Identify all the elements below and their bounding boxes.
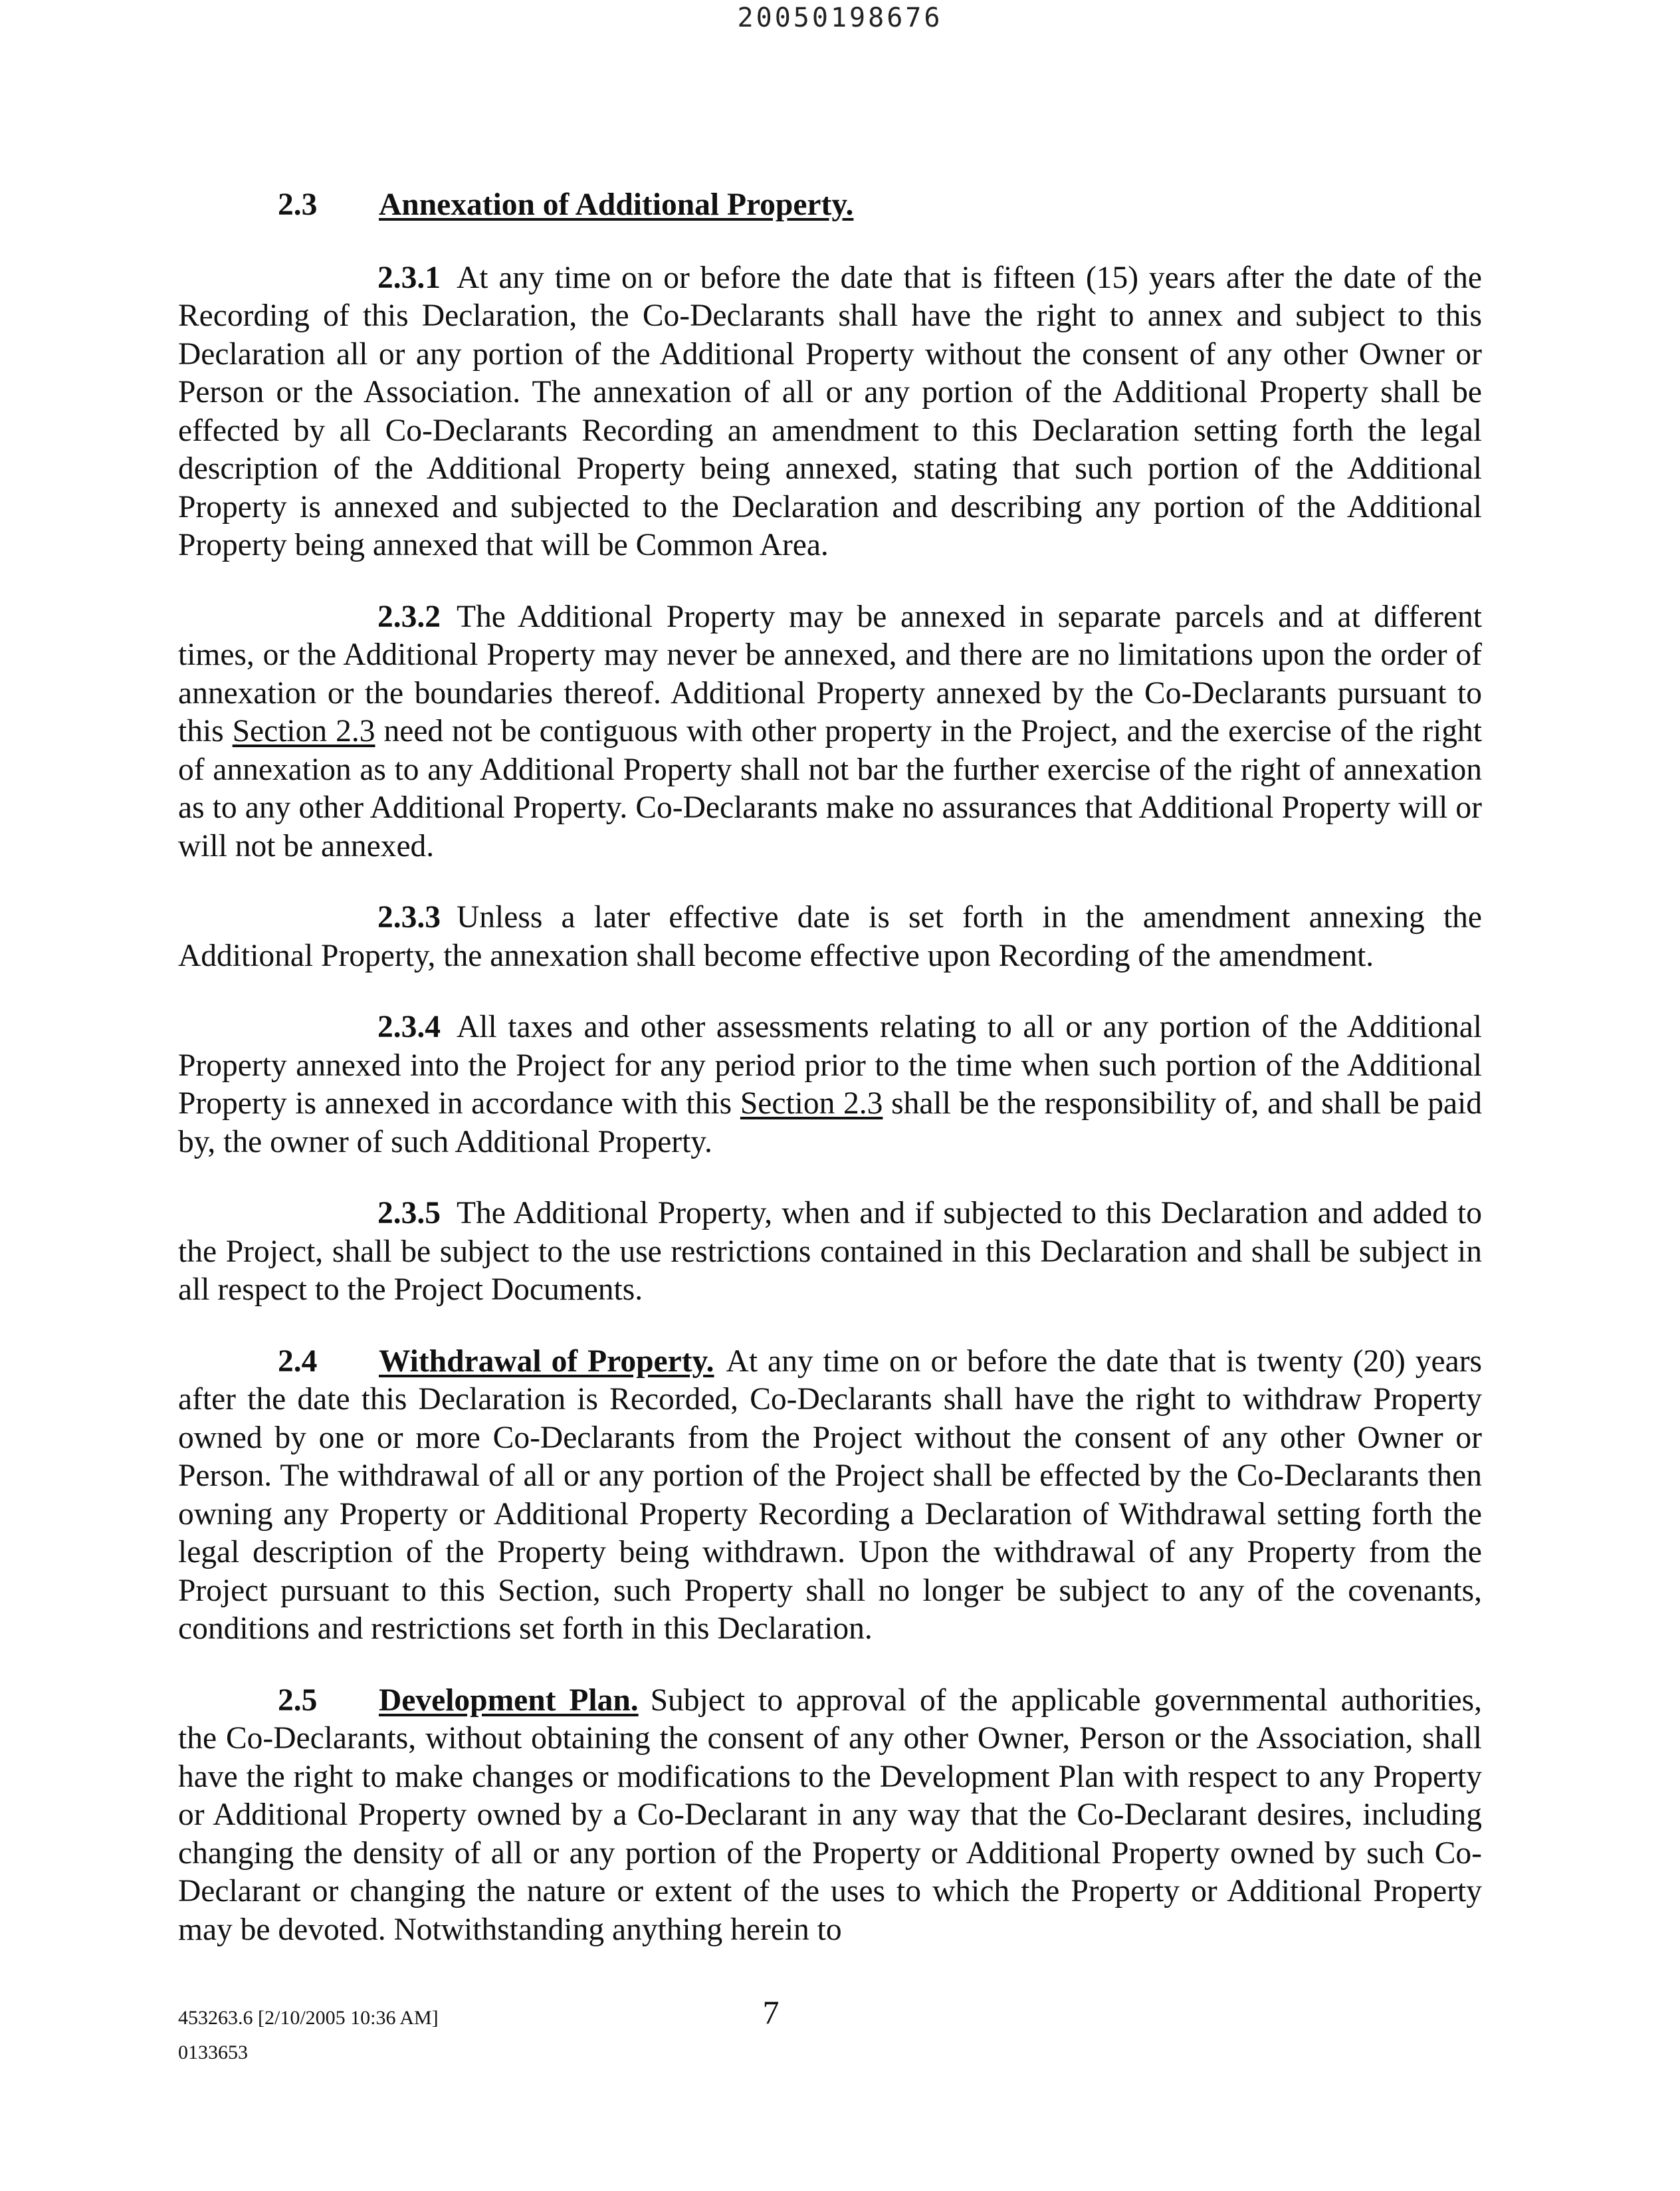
paragraph-number: 2.3.2 <box>377 599 441 634</box>
section-text: Subject to approval of the applicable governmental authorities, the Co-Declarants, without obtaining the consent of any other Owner, Person or the Association, shall have the right to make changes or modifications to the Development Plan with respect to any Property or Additional Property owned by a Co-Declarant in any way that the Co-Declarant desires, including changing the density of all or any portion of the Property or Additional Property owned by such Co-Declarant or changing the nature or extent of the uses to which the Property or Additional Property may be devoted. Notwithstanding anything herein to <box>178 1682 1482 1947</box>
document-number: 20050198676 <box>737 3 943 33</box>
section-reference: Section 2.3 <box>232 714 375 749</box>
paragraph-2-3-5 <box>178 1195 1482 1310</box>
paragraph-2-3-1 <box>178 259 1482 565</box>
paragraph-2-3-4 <box>178 1008 1482 1161</box>
section-reference: Section 2.3 <box>740 1086 883 1121</box>
section-2-5 <box>178 1682 1482 1950</box>
section-title: Annexation of Additional Property. <box>379 187 854 222</box>
paragraph-text: At any time on or before the date that is fifteen (15) years after the date of the Recording of this Declaration, the Co-Declarants shall have the right to annex and subject to this Declaration all or any portion of the Additional Property without the consent of any other Owner or Person or the Association. The annexation of all or any portion of the Additional Property shall be effected by all Co-Declarants Recording an amendment to this Declaration setting forth the legal description of the Additional Property being annexed, stating that such portion of the Additional Property is annexed and subjected to the Declaration and describing any portion of the Additional Property being annexed that will be Common Area. <box>178 260 1482 562</box>
document-body <box>178 186 1482 1982</box>
section-number: 2.3 <box>278 187 318 222</box>
paragraph-2-3-3 <box>178 899 1482 975</box>
paragraph-text-continued: need not be contiguous with other property in the Project, and the exercise of the right of annexation as to any Additional Property shall not bar the further exercise of the right of annexation as to any other Additional Property. Co-Declarants make no assurances that Additional Property will or will not be annexed. <box>178 714 1482 864</box>
document-code: 453263.6 [2/10/2005 10:36 AM] <box>178 2007 439 2029</box>
paragraph-text: The Additional Property may be annexed in separate parcels and at different times, or the Additional Property may never be annexed, and there are no limitations upon the order of annexation or the boundaries thereof. Additional Property annexed by the Co-Declarants pursuant to this <box>178 599 1482 749</box>
section-2-4 <box>178 1343 1482 1649</box>
paragraph-text: The Additional Property, when and if subjected to this Declaration and added to the Project, shall be subject to the use restrictions contained in this Declaration and shall be subject in all respect to the Project Documents. <box>178 1196 1482 1307</box>
page-number: 7 <box>762 1994 780 2031</box>
section-number: 2.5 <box>278 1682 318 1718</box>
paragraph-number: 2.3.1 <box>377 260 441 295</box>
paragraph-text: All taxes and other assessments relating to all or any portion of the Additional Property annexed into the Project for any period prior to the time when such portion of the Additional Property is annexed in accordance with this <box>178 1010 1482 1121</box>
paragraph-number: 2.3.3 <box>377 900 441 935</box>
footer-codes <box>178 2001 439 2070</box>
paragraph-text-continued: shall be the responsibility of, and shall be paid by, the owner of such Additional Property. <box>178 1086 1483 1159</box>
paragraph-text: Unless a later effective date is set forth in the amendment annexing the Additional Property, the annexation shall become effective upon Recording of the amendment. <box>178 900 1482 973</box>
section-2-3-heading <box>178 186 1482 225</box>
section-title: Withdrawal of Property. <box>379 1343 714 1379</box>
section-number: 2.4 <box>278 1343 318 1379</box>
section-text: At any time on or before the date that is twenty (20) years after the date this Declaration is Recorded, Co-Declarants shall have the right to withdraw Property owned by one or more Co-Declarants from the Project without the consent of any other Owner or Person. The withdrawal of all or any portion of the Project shall be effected by the Co-Declarants then owning any Property or Additional Property Recording a Declaration of Withdrawal setting forth the legal description of the Property being withdrawn. Upon the withdrawal of any Property from the Project pursuant to this Section, such Property shall no longer be subject to any of the covenants, conditions and restrictions set forth in this Declaration. <box>178 1343 1482 1646</box>
paragraph-2-3-2 <box>178 598 1482 866</box>
paragraph-number: 2.3.5 <box>377 1196 441 1230</box>
section-title: Development Plan. <box>379 1682 639 1718</box>
file-code: 0133653 <box>178 2041 248 2063</box>
paragraph-number: 2.3.4 <box>377 1010 441 1044</box>
